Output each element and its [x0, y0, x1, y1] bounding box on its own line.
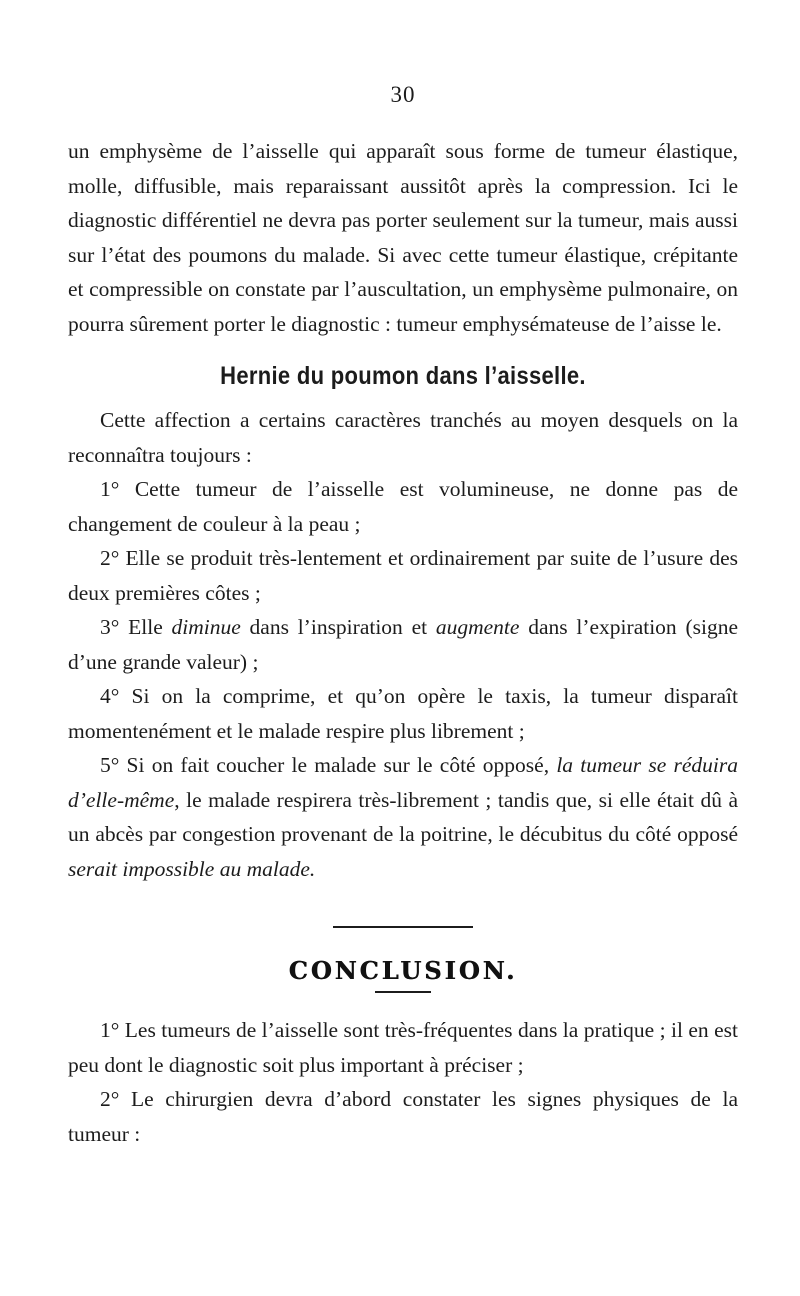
- list-item-3-text-a: 3° Elle: [100, 615, 172, 639]
- list-item-4: 4° Si on la comprime, et qu’on opère le taxis, la tumeur disparaît momentenément et le malade respire plus librement ;: [68, 684, 738, 743]
- list-item-5-italic-b: serait impossible au malade.: [68, 856, 316, 881]
- list-item-3-italic-a: diminue: [171, 615, 241, 639]
- list-item-1: 1° Cette tumeur de l’aisselle est volumineuse, ne donne pas de changement de couleur à la peau ;: [68, 477, 738, 536]
- paragraph-intro: Cette affection a certains caractères tranchés au moyen desquels on la reconnaîtra toujours :: [68, 408, 738, 467]
- conclusion-item-1: 1° Les tumeurs de l’aisselle sont très-fréquentes dans la pratique ; il en est peu dont le diagnostic soit plus important à préciser ;: [68, 1018, 738, 1077]
- list-item-3-text-c: dans l’expiration (signe d’une grande valeur) ;: [68, 615, 738, 674]
- divider-rule: [333, 926, 473, 928]
- list-item-5-text-a: 5° Si on fait coucher le malade sur le côté opposé,: [100, 753, 557, 777]
- list-item-3-italic-b: augmente: [435, 615, 520, 639]
- list-item-5-text-b: , le malade respirera très-librement ; tandis que, si elle était dû à un abcès par congestion provenant de la poitrine, le décubitus du côté opposé: [68, 787, 738, 846]
- list-item-5: [68, 748, 738, 886]
- section-heading-hernie: Hernie du poumon dans l’aisselle.: [220, 361, 586, 390]
- list-item-2: 2° Elle se produit très-lentement et ordinairement par suite de l’usure des deux premières côtes ;: [68, 546, 738, 605]
- list-item-3-text-b: dans l’inspiration et: [240, 615, 436, 639]
- paragraph-emphyseme: un emphysème de l’aisselle qui apparaît sous forme de tumeur élastique, molle, diffusible, mais reparaissant aussitôt après la compression. Ici le diagnostic différentiel ne devra pas porter seulement sur la tumeur, mais aussi sur l’état des poumons du malade. Si avec cette tumeur élastique, crépitante et compressible on constate par l’auscultation, un emphysème pulmonaire, on pourra sûrement porter le diagnostic : tumeur emphysémateuse de l’aisse le.: [68, 139, 738, 336]
- list-item-3: [68, 610, 738, 679]
- conclusion-item-2: 2° Le chirurgien devra d’abord constater les signes physiques de la tumeur :: [68, 1087, 738, 1146]
- page-number: 30: [390, 82, 416, 107]
- section-heading-conclusion: CONCLUSION.: [288, 956, 518, 985]
- list-item-5-italic-a: la tumeur se réduira d’elle-même: [68, 753, 738, 812]
- divider-rule-short: [375, 991, 431, 993]
